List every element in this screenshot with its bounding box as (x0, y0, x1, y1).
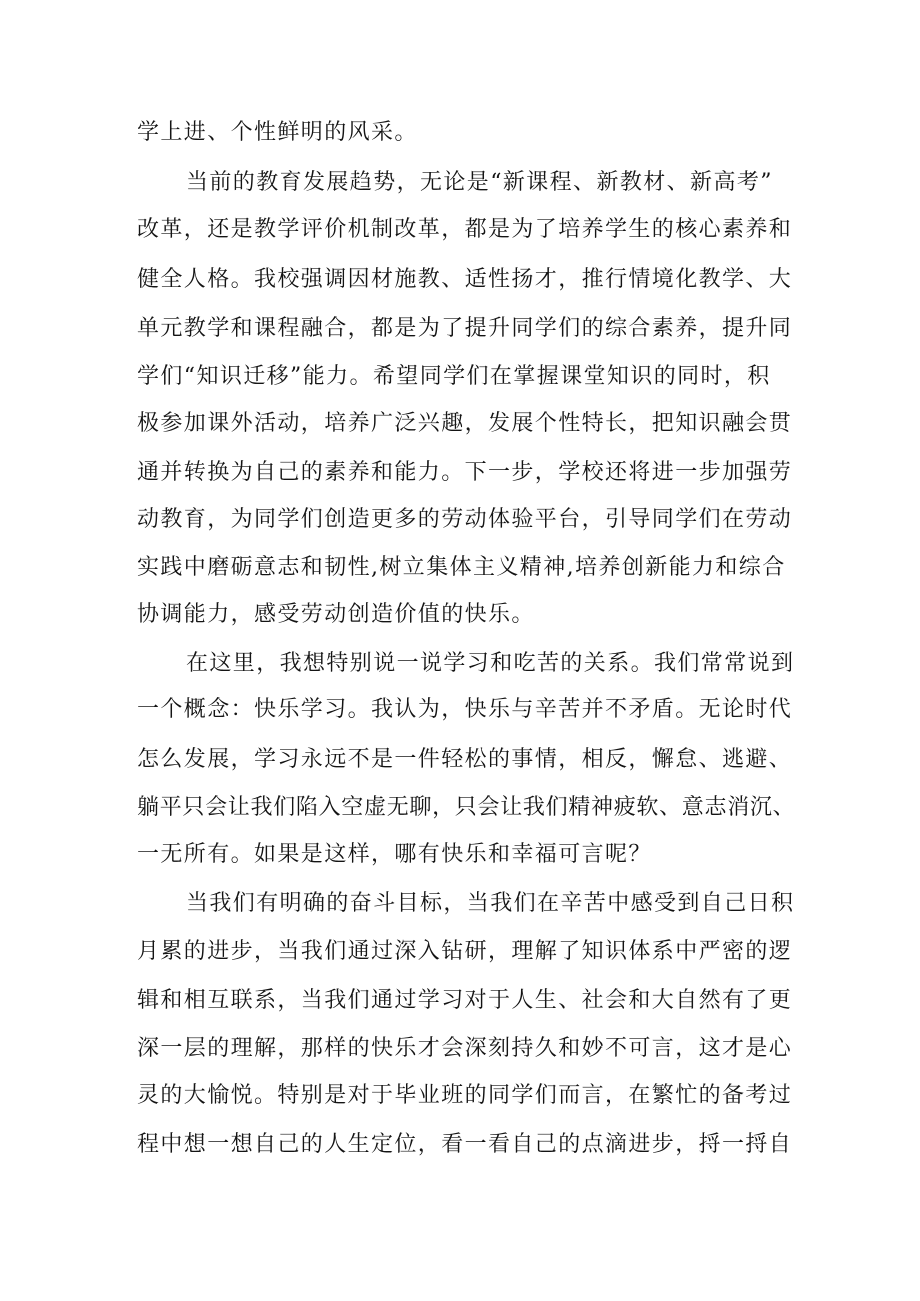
text-line: 学上进、个性鲜明的风采。 (137, 120, 418, 145)
text-line: 深一层的理解，那样的快乐才会深刻持久和妙不可言，这才是心 (137, 1036, 793, 1061)
text-line: 健全人格。我校强调因材施教、适性扬才，推行情境化教学、大 (137, 267, 793, 292)
text-line: 灵的大愉悦。特别是对于毕业班的同学们而言，在繁忙的备考过 (137, 1083, 793, 1108)
text-line: 躺平只会让我们陷入空虚无聊，只会让我们精神疲软、意志消沉、 (137, 795, 796, 820)
text-line: 一个概念：快乐学习。我认为，快乐与辛苦并不矛盾。无论时代 (137, 697, 793, 722)
text-line: 学们“知识迁移”能力。希望同学们在掌握课堂知识的同时，积 (137, 364, 771, 389)
text-line: 程中想一想自己的人生定位，看一看自己的点滴进步，捋一捋自 (137, 1132, 793, 1157)
text-line: 怎么发展，学习永远不是一件轻松的事情，相反，懈怠、逃避、 (137, 747, 793, 772)
text-line: 协调能力，感受劳动创造价值的快乐。 (137, 602, 535, 627)
text-line: 实践中磨砺意志和韧性,树立集体主义精神,培养创新能力和综合 (137, 555, 786, 580)
text-line: 月累的进步，当我们通过深入钻研，理解了知识体系中严密的逻 (137, 939, 793, 964)
text-line: 极参加课外活动，培养广泛兴趣，发展个性特长，把知识融会贯 (137, 411, 793, 436)
text-line: 通并转换为自己的素养和能力。下一步，学校还将进一步加强劳 (137, 460, 793, 485)
text-line: 辑和相互联系，当我们通过学习对于人生、社会和大自然有了更 (137, 988, 793, 1013)
text-line: 单元教学和课程融合，都是为了提升同学们的综合素养，提升同 (137, 316, 793, 341)
text-line: 当我们有明确的奋斗目标，当我们在辛苦中感受到自己日积 (186, 891, 795, 916)
text-line: 改革，还是教学评价机制改革，都是为了培养学生的核心素养和 (137, 217, 793, 242)
text-line: 动教育，为同学们创造更多的劳动体验平台，引导同学们在劳动 (137, 507, 793, 532)
text-line: 一无所有。如果是这样，哪有快乐和幸福可言呢？ (137, 842, 652, 867)
text-line: 在这里，我想特别说一说学习和吃苦的关系。我们常常说到 (186, 651, 795, 676)
text-line: 当前的教育发展趋势，无论是“新课程、新教材、新高考” (186, 170, 773, 195)
